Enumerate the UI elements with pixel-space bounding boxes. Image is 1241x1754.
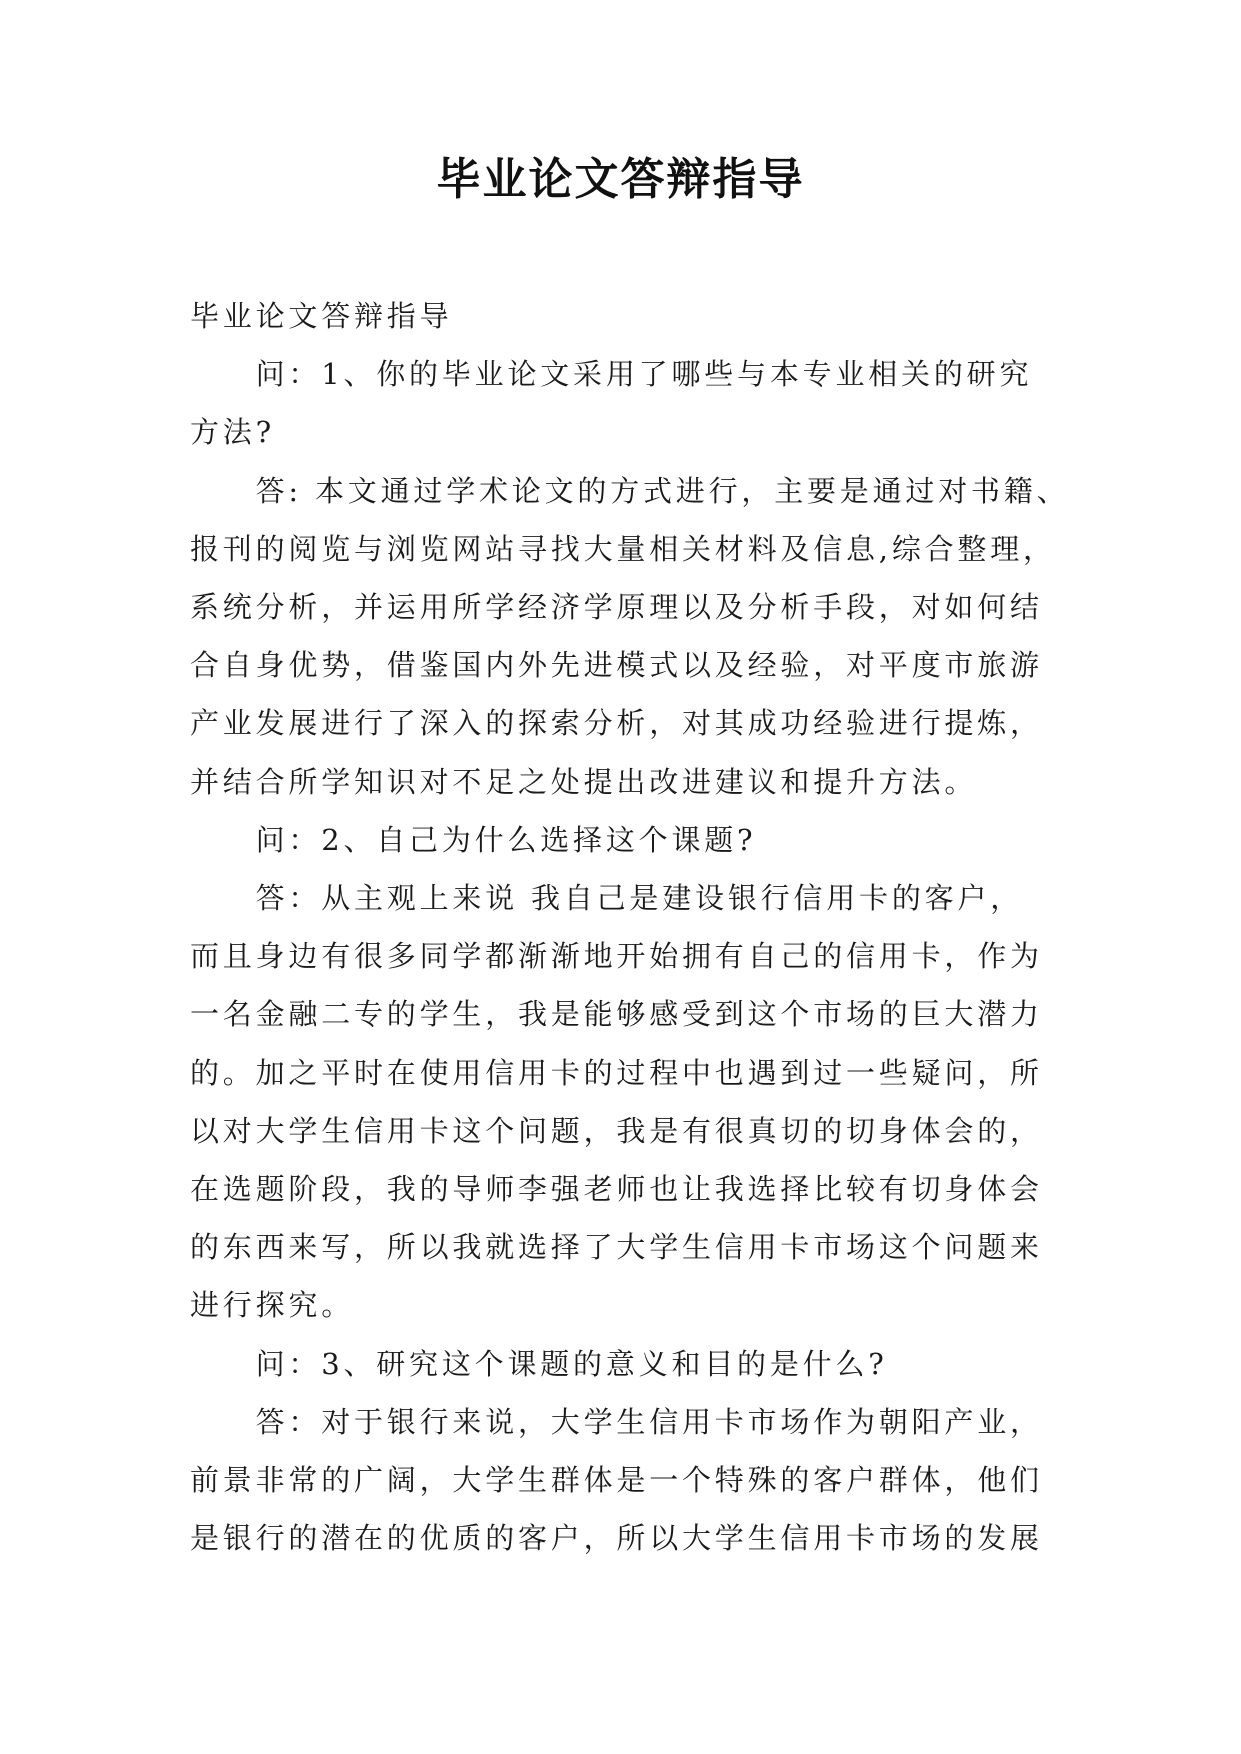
text-line: 方法? bbox=[190, 415, 275, 450]
text-line: 问：1、你的毕业论文采用了哪些与本专业相关的研究 bbox=[190, 357, 1033, 392]
text-line: 并结合所学知识对不足之处提出改进建议和提升方法。 bbox=[190, 764, 978, 799]
text-line: 毕业论文答辩指导 bbox=[190, 299, 453, 333]
text-line: 一名金融二专的学生，我是能够感受到这个市场的巨大潜力 bbox=[190, 997, 1043, 1032]
document-title: 毕业论文答辩指导 bbox=[436, 154, 805, 205]
text-line: 前景非常的广阔，大学生群体是一个特殊的客户群体，他们 bbox=[190, 1463, 1043, 1498]
text-line: 答：从主观上来说 我自己是建设银行信用卡的客户， bbox=[190, 881, 1024, 916]
text-line: 在选题阶段，我的导师李强老师也让我选择比较有切身体会 bbox=[190, 1172, 1043, 1207]
text-line: 产业发展进行了深入的探索分析，对其成功经验进行提炼， bbox=[190, 706, 1043, 741]
text-line: 合自身优势，借鉴国内外先进模式以及经验，对平度市旅游 bbox=[190, 648, 1043, 683]
text-line: 以对大学生信用卡这个问题，我是有很真切的切身体会的， bbox=[190, 1113, 1043, 1148]
text-line: 问：2、自己为什么选择这个课题? bbox=[190, 822, 757, 857]
text-line: 报刊的阅览与浏览网站寻找大量相关材料及信息,综合整理， bbox=[190, 531, 1056, 566]
document-body bbox=[190, 287, 1070, 1567]
text-line: 问：3、研究这个课题的意义和目的是什么? bbox=[190, 1346, 888, 1381]
text-line: 进行探究。 bbox=[190, 1288, 355, 1323]
text-line: 答：对于银行来说，大学生信用卡市场作为朝阳产业， bbox=[190, 1404, 1043, 1439]
text-line: 的东西来写，所以我就选择了大学生信用卡市场这个问题来 bbox=[190, 1230, 1043, 1265]
text-line: 而且身边有很多同学都渐渐地开始拥有自己的信用卡，作为 bbox=[190, 939, 1043, 974]
text-line: 系统分析，并运用所学经济学原理以及分析手段，对如何结 bbox=[190, 590, 1043, 625]
text-line: 答: 本文通过学术论文的方式进行，主要是通过对书籍、 bbox=[190, 473, 1070, 508]
text-line: 的。加之平时在使用信用卡的过程中也遇到过一些疑问，所 bbox=[190, 1055, 1043, 1090]
text-line: 是银行的潜在的优质的客户，所以大学生信用卡市场的发展 bbox=[190, 1521, 1043, 1556]
